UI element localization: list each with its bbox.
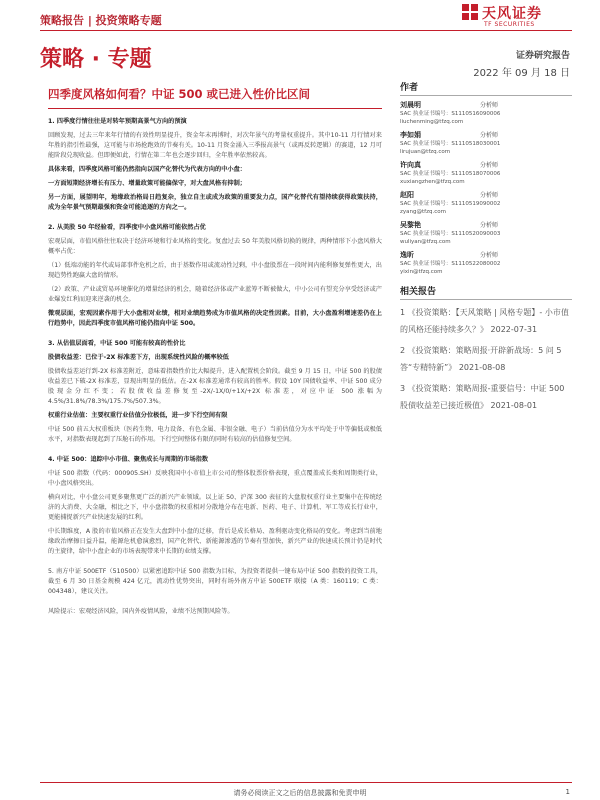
analyst-name: 逸昕	[400, 251, 414, 259]
paragraph: 具体来看，四季度风格可能仍然指向以国产化替代为代表方向的中小盘：	[48, 166, 246, 173]
paragraph: 股债收益差运行到-2X 标准差附近，意味着指数性价比大幅提升，进入配置机会阶段。截至 9 月 15 日，中证 500 的股债收益差已下破-2X 标准差，显现出明显的低估。在-2X 标准差通常有较高的胜率。假设 10Y 国债收益率、中证 500 成分股现金分红不变；若股债收益差修复至-2X/-1X/0/+1X/+2X 标准差，对应中证 500 涨幅为 4.5%/31.8%/78.3%/175.7%/507.3%。	[48, 368, 382, 405]
analyst-name: 李如娟	[400, 131, 421, 139]
paragraph: 一方面短期经济增长有压力、增量政策可能偏保守，对大盘风格有抑制；	[48, 180, 246, 187]
paragraph: 回顾发现，过去三年来年行情的有效性明显提升，资金年末再博时，对次年景气的考量权重提升。其中10-11 月行情对来年胜的指引性最强，这可能与市场抢跑效的节奏有关。10-11 月资金涌入三季报高景气（或再反转逻辑）的赛道，12 月可能阶段兑现收益。但即便如此，行情在第二年也会逐步回归，全年胜率依然较高。	[48, 132, 382, 159]
paragraph: 宏观层面，市值风格往往取决于经济环境和行业风格的变化。复盘过去 50 年美股风格切换的规律，两种情形下小盘风格大概率占优：	[48, 238, 382, 255]
paragraph: 中长期维度，A 股的市值风格正在发生大盘到中小盘的迁移，背后是成长格局、盈利驱动变化格局的变化。考虑到当前地缘政治摩擦日益升温，能源危机愈演愈烈，国产化替代、新能源渗透的节奏有望加快，新兴产业的快速成长预计仍是时代的主旋律，给中小盘企业的市场表现带来中长期的业绩支撑。	[48, 528, 382, 555]
paragraph: 另一方面，展望明年，地缘政治格局日趋复杂，独立自主或成为政策的重要发力点，国产化替代有望持续获得政策扶持，成为全年景气预期最强和资金可能追逐的方向之一。	[48, 194, 382, 211]
analyst-email[interactable]: yixin@tfzq.com	[400, 269, 443, 275]
logo-cn: 天风证券	[482, 6, 542, 22]
analyst-role: 分析师	[480, 162, 499, 169]
related-report-link[interactable]: 2 《投资策略：策略周报·开辟新战场：5 问 5 答“专精特新”》 2021-08-08	[400, 346, 562, 372]
analyst-email[interactable]: lirujuan@tfzq.com	[400, 149, 451, 155]
analyst-sac: SAC 执业证书编号：S1110518070006	[400, 171, 501, 177]
page-number: 1	[565, 788, 570, 796]
authors-divider	[400, 95, 572, 96]
analyst-email[interactable]: zyang@tfzq.com	[400, 209, 446, 215]
authors-heading: 作者	[400, 83, 419, 93]
analyst-sac: SAC 执业证书编号：S1110516090006	[400, 111, 501, 117]
analyst-role: 分析师	[480, 102, 499, 109]
disclaimer: 请务必阅读正文之后的信息披露和免责申明	[233, 789, 367, 797]
tf-securities-logo	[462, 2, 572, 32]
paragraph: （2）政策、产业或贸易环境催化的增量经济的机会，随着经济体或产业蓝筹不断被做大，中小公司有望充分享受经济或产业爆发红利而迎来逆袭的机会。	[48, 286, 382, 303]
paragraph: 5. 南方中证 500ETF（510500）以紧密追踪中证 500 指数为目标，为投资者提供一键布局中证 500 指数的投资工具，截至 6 月 30 日基金规模 424 亿元，流动性优势突出，同时有场外南方中证 500ETF 联接（A 类：160119；C 类：004348），建议关注。	[48, 568, 382, 595]
report-category: 策略报告 | 投资策略专题	[40, 14, 162, 27]
paragraph: （1）低端动能的年代或局部事件危机之后，由于基数作用或流动性过剩，中小盘股票在一段时间内能利修复弹性更大，出现趋势性跑赢大盘的情形。	[48, 262, 382, 279]
analyst-card	[400, 250, 572, 276]
analyst-name: 吴黎艳	[400, 221, 421, 229]
logo-en: TF SECURITIES	[484, 21, 535, 28]
paragraph-list	[48, 117, 382, 617]
analyst-sac: SAC 执业证书编号：S1110518030001	[400, 141, 501, 147]
paragraph: 风险提示：宏观经济风险，国内外疫情风险，业绩不达预期风险等。	[48, 608, 234, 615]
related-heading: 相关报告	[400, 287, 437, 297]
article-title: 四季度风格如何看？中证 500 或已进入性价比区间	[48, 87, 311, 101]
related-report-link[interactable]: 3 《投资策略：策略周报-重要信号：中证 500 股债收益差已接近极值》 2021-08-01	[400, 384, 565, 410]
analyst-sac: SAC 执业证书编号：S1110520090003	[400, 231, 501, 237]
analyst-name: 赵阳	[400, 191, 414, 199]
analyst-email[interactable]: wuliyan@tfzq.com	[400, 239, 451, 245]
paragraph: 权重行业估值：主要权重行业估值分位极低，进一步下行空间有限	[48, 412, 228, 419]
analyst-email[interactable]: liuchenming@tfzq.com	[400, 119, 464, 125]
paragraph: 4. 中证 500：追踪中小市值、聚焦成长与周期的市场指数	[48, 456, 209, 463]
paragraph: 3. 从估值层面看，中证 500 可能有较高的性价比	[48, 340, 186, 347]
related-list	[400, 304, 572, 414]
analyst-card	[400, 220, 572, 246]
analyst-list	[400, 100, 572, 276]
analyst-card	[400, 160, 572, 186]
report-type: 证券研究报告	[515, 51, 570, 61]
paragraph: 中证 500 前五大权重板块（医药生物、电力设备、有色金属、非银金融、电子）当前估值分为水平均处于中等偏低或极低水平，对指数表现起到了压舱石的作用。下行空间整体有限的同时有较高的估值修复空间。	[48, 426, 382, 443]
page-title: 策略 · 专题	[40, 47, 152, 72]
paragraph: 微观层面，宏观因素作用于大小盘相对业绩，相对业绩趋势成为市值风格的决定性因素。目前，大小盘盈利增速差仍在上行趋势中，因此四季度市值风格可能仍指向中证 500。	[48, 310, 382, 327]
related-report-link[interactable]: 1 《投资策略：【天风策略 | 风格专题】- 小市值的风格还能持续多久？》 2022-07-31	[400, 308, 569, 334]
analyst-card	[400, 130, 572, 156]
analyst-card	[400, 100, 572, 126]
analyst-sac: SAC 执业证书编号：S1110519090002	[400, 201, 501, 207]
related-divider	[400, 299, 572, 300]
analyst-card	[400, 190, 572, 216]
paragraph: 1. 四季度行情往往是对转年预期高景气方向的预演	[48, 118, 187, 125]
analyst-email[interactable]: xuxiangzhen@tfzq.com	[400, 179, 465, 185]
analyst-role: 分析师	[480, 132, 499, 139]
main-content	[48, 86, 382, 621]
analyst-role: 分析师	[480, 252, 499, 259]
title-divider	[48, 108, 382, 109]
paragraph: 横向对比，中小盘公司更多聚焦更广泛的新兴产业领域。以上证 50、沪深 300 表征的大盘股权重行业主要集中在传统经济的大消费、大金融，相比之下，中小盘指数的权重相对分散地分布在电新、医药、电子、计算机、军工等成长行业中，更能捕捉新兴产业快速发展的红利。	[48, 494, 382, 521]
paragraph: 中证 500 指数（代码：000905.SH）反映我国中小市值上市公司的整体股票价格表现，重点覆盖成长类和周期类行业，中小盘风格突出。	[48, 470, 382, 487]
paragraph: 股债收益差：已位于-2X 标准差下方，出现系统性风险的概率较低	[48, 354, 229, 361]
header-divider	[40, 30, 572, 31]
paragraph: 2. 从美股 50 年经验看，四季度中小盘风格可能依然占优	[48, 224, 206, 231]
logo-mark-icon	[462, 4, 478, 20]
analyst-role: 分析师	[480, 192, 499, 199]
analyst-name: 刘晨明	[400, 101, 421, 109]
analyst-sac: SAC 执业证书编号：S1110522080002	[400, 261, 501, 267]
report-date: 2022 年 09 月 18 日	[473, 68, 570, 79]
sidebar	[400, 80, 572, 418]
footer-divider	[40, 782, 572, 783]
analyst-name: 许向真	[400, 161, 421, 169]
analyst-role: 分析师	[480, 222, 499, 229]
